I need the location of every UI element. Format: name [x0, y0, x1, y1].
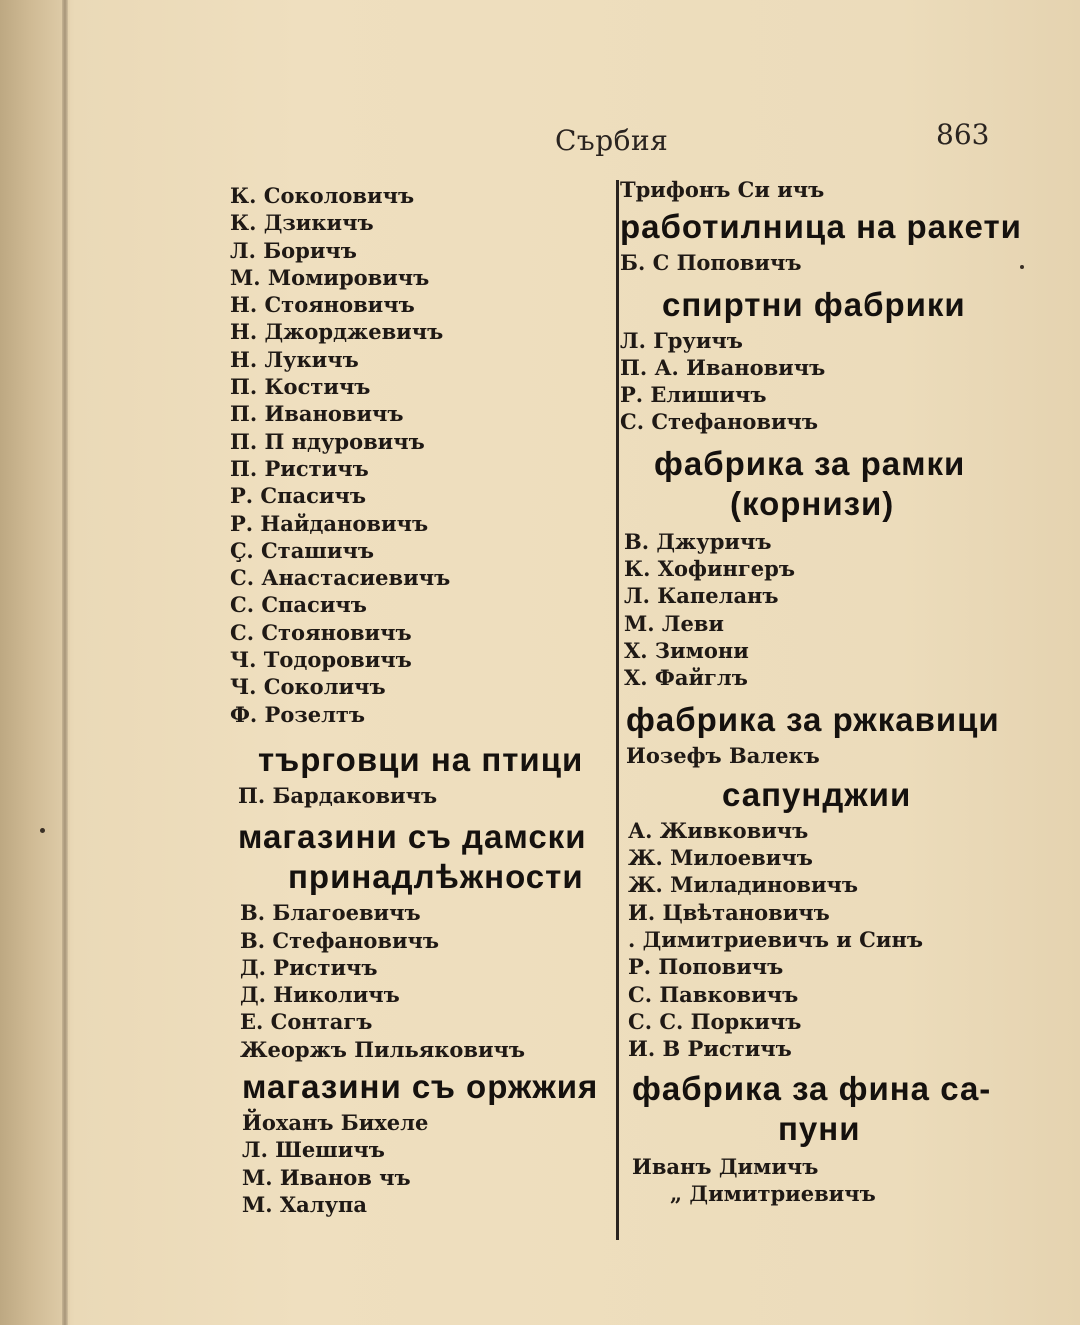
list-item: И. Цвѣтановичъ: [628, 899, 830, 925]
list-item: В. Стефановичъ: [240, 927, 440, 953]
list-item: Р. Елишичъ: [620, 382, 767, 408]
list-item: П. А. Ивановичъ: [620, 354, 826, 380]
list-item: Л. Капеланъ: [624, 583, 779, 609]
section-heading-fine-soap: фабрика за фина са-: [632, 1069, 992, 1107]
entry-list-top: [230, 182, 610, 728]
running-header: Сърбия: [555, 124, 669, 157]
left-column: [230, 182, 610, 1218]
list-item: К. Хофингеръ: [624, 556, 795, 582]
list-item: А. Живковичъ: [628, 817, 809, 843]
section-heading-rockets: работилница на ракети: [620, 208, 1022, 246]
ink-speck: [1020, 265, 1024, 269]
list-item: Е. Сонтагъ: [240, 1009, 373, 1035]
list-item: Р. Поповичъ: [628, 954, 784, 980]
list-item: К. Соколовичъ: [230, 183, 415, 208]
entry-list-weapons: [230, 1109, 610, 1218]
list-item: М. Леви: [624, 610, 724, 636]
list-item: П. Ристичъ: [230, 455, 369, 481]
section-heading-soap: сапунджии: [722, 775, 912, 813]
binding-fold: [62, 0, 68, 1325]
section-heading-ladies-cont: принадлѣжности: [288, 858, 584, 896]
list-item: Л. Боричъ: [230, 237, 357, 263]
list-item: П. Ивановичъ: [230, 401, 404, 427]
list-item: Н. Лукичъ: [230, 346, 359, 372]
list-item: Ф. Розелтъ: [230, 701, 366, 727]
list-item: В. Благоевичъ: [240, 900, 421, 926]
right-column: [620, 176, 1040, 1207]
entry-list-fine-soap: [620, 1153, 1040, 1208]
list-item: Йоханъ Бихеле: [242, 1110, 429, 1136]
section-heading-ladies: магазини съ дамски: [238, 818, 587, 856]
list-item: С. Павковичъ: [628, 981, 799, 1007]
list-item: С. Спасичъ: [230, 592, 367, 618]
list-item: М. Халупа: [242, 1191, 367, 1217]
entry-list-spirits: [620, 327, 1040, 436]
section-heading-weapons: магазини съ оржжия: [242, 1068, 599, 1106]
list-item: П. Бардаковичъ: [238, 782, 438, 808]
section-heading-birds: търговци на птици: [258, 740, 584, 778]
list-item: М. Иванов чъ: [242, 1164, 411, 1190]
list-item: И. В Ристичъ: [628, 1036, 792, 1062]
list-item: Ж. Миладиновичъ: [628, 872, 859, 898]
list-item: Д. Николичъ: [240, 982, 400, 1008]
list-item: С. Стефановичъ: [620, 409, 818, 435]
list-item: П. Костичъ: [230, 374, 371, 400]
list-item: Ç. Сташичъ: [230, 537, 374, 563]
section-heading-fine-soap-cont: пуни: [778, 1109, 861, 1147]
list-item: . Димитриевичъ и Синъ: [628, 927, 923, 953]
list-item: Трифонъ Си ичъ: [620, 177, 825, 202]
section-heading-spirits: спиртни фабрики: [662, 285, 966, 323]
list-item: К. Дзикичъ: [230, 210, 374, 236]
column-divider: [616, 180, 619, 1240]
list-item: Л. Шешичъ: [242, 1137, 385, 1163]
list-item: Х. Файглъ: [624, 665, 748, 691]
list-item: Ч. Тодоровичъ: [230, 647, 412, 673]
list-item: Р. Найдановичъ: [230, 510, 429, 536]
section-heading-frames: фабрика за рамки: [654, 444, 966, 482]
list-item: Б. С Поповичъ: [620, 250, 802, 276]
list-item: В. Джуричъ: [624, 528, 772, 554]
list-item: Ч. Соколичъ: [230, 674, 386, 700]
entry-list-ladies: [230, 899, 610, 1063]
list-item: С. С. Поркичъ: [628, 1008, 802, 1034]
entry-list-frames: [620, 528, 1040, 692]
list-item: Х. Зимони: [624, 637, 749, 663]
page-number: 863: [936, 118, 990, 151]
list-item: С. Анастасиевичъ: [230, 565, 451, 591]
list-item: „ Димитриевичъ: [670, 1180, 876, 1206]
section-heading-gloves: фабрика за ржкавици: [626, 700, 1000, 738]
list-item: Иванъ Димичъ: [632, 1153, 819, 1179]
list-item: Д. Ристичъ: [240, 954, 378, 980]
list-item: Н. Стояновичъ: [230, 292, 415, 318]
section-heading-frames-cont: (корнизи): [730, 484, 895, 522]
list-item: Ж. Милоевичъ: [628, 845, 813, 871]
list-item: Р. Спасичъ: [230, 483, 366, 509]
list-item: Иозефъ Валекъ: [626, 742, 820, 768]
list-item: Л. Груичъ: [620, 327, 743, 353]
list-item: С. Стояновичъ: [230, 619, 412, 645]
list-item: Жеоржъ Пильяковичъ: [240, 1036, 526, 1062]
list-item: П. П ндуровичъ: [230, 428, 425, 454]
entry-list-soap: [620, 817, 1040, 1063]
list-item: М. Момировичъ: [230, 264, 430, 290]
page-gutter: [0, 0, 70, 1325]
ink-speck: [40, 828, 45, 833]
list-item: Н. Джорджевичъ: [230, 319, 444, 345]
